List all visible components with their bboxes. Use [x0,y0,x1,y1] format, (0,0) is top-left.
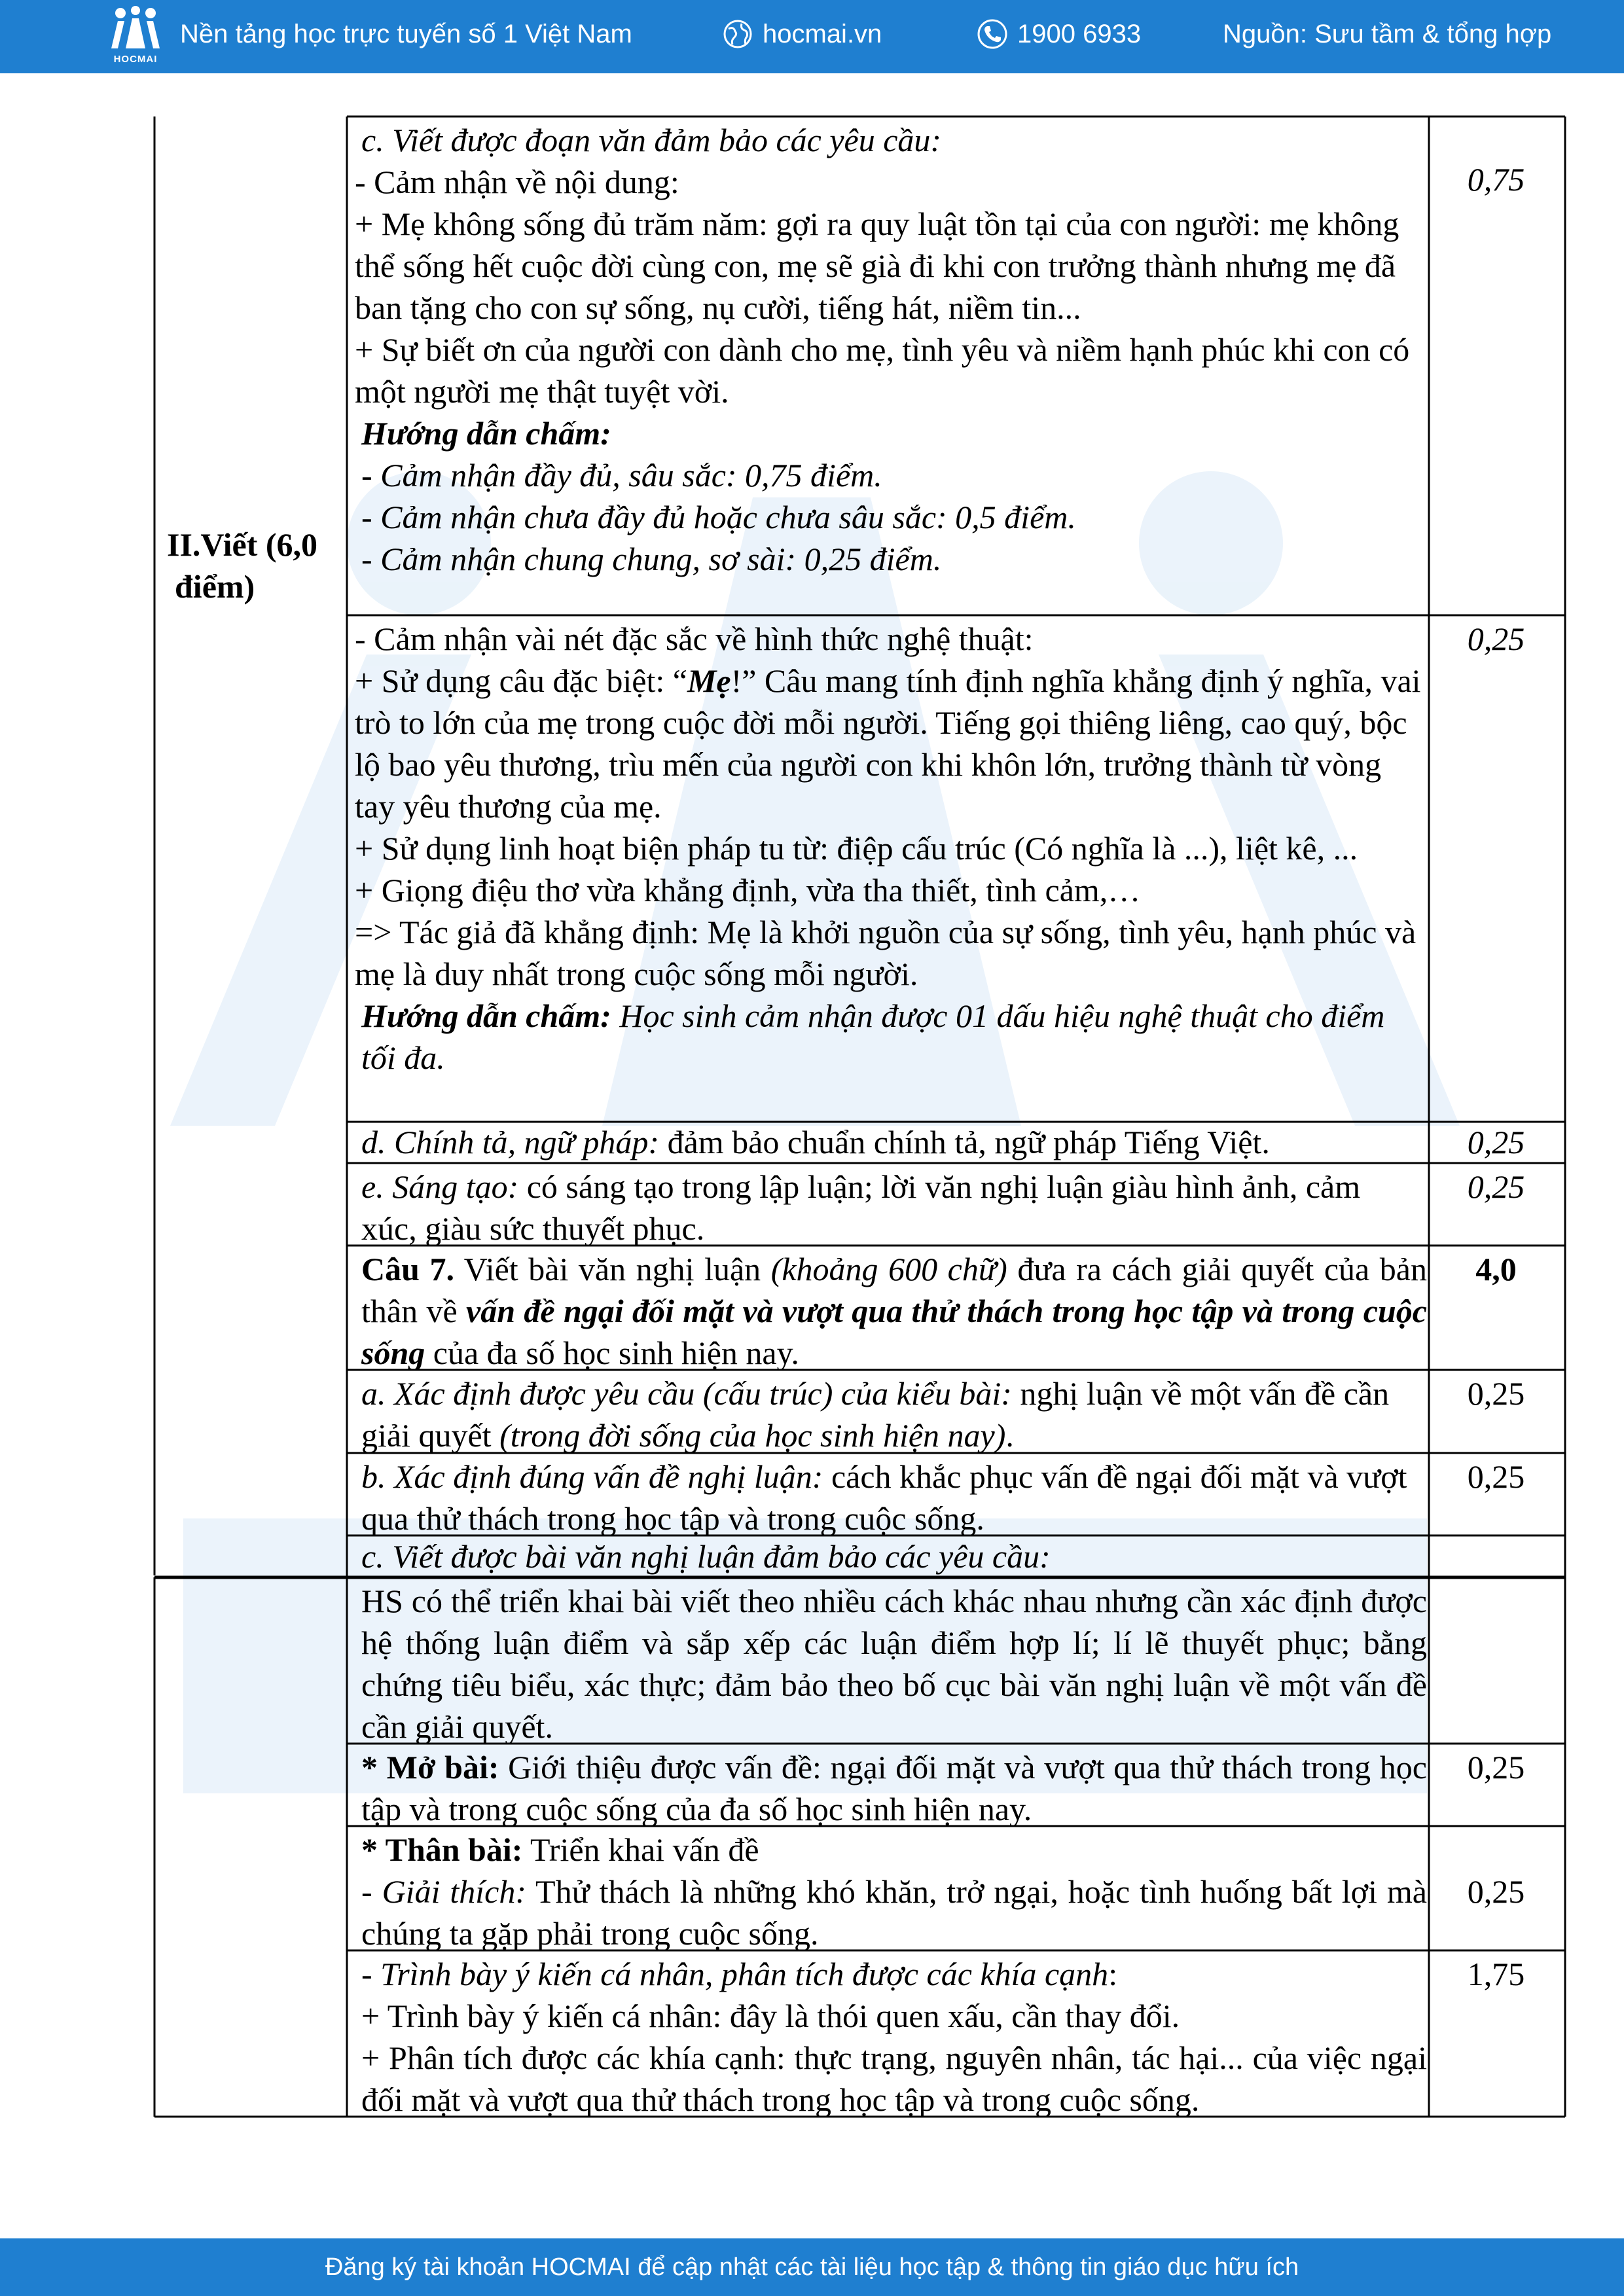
score-art: 0,25 [1467,620,1525,657]
footer-text: Đăng ký tài khoản HOCMAI để cập nhật các tài liệu học tập & thông tin giáo dục hữu ích [325,2253,1299,2281]
score-q7: 4,0 [1475,1251,1517,1287]
q7-label: Câu 7. [361,1251,454,1287]
source-text: Nguồn: Sưu tầm & tổng hợp [1223,19,1552,48]
phone-link[interactable] [977,18,1141,50]
e-label: e. Sáng tạo: [361,1168,519,1205]
mb-label: * Mở bài: [361,1749,499,1785]
tagline [180,18,632,49]
art-guide-text: Học sinh cảm nhận được 01 dấu hiệu nghệ thuật cho điểm tối đa. [361,997,1385,1076]
cell-q7 [361,1248,1427,1374]
score-tr: 1,75 [1467,1956,1525,1992]
cell-a [361,1372,1427,1456]
tagline-text: Nền tảng học trực tuyến số 1 Việt Nam [180,19,632,48]
logo-text: HOCMAI [113,54,158,65]
cell-art [355,618,1422,1079]
a-label: a. Xác định được yêu cầu (cấu trúc) của kiểu bài: [361,1375,1012,1412]
q7-bold: vấn đề ngại đối mặt và vượt qua thử thách trong học tập và trong cuộc sống [361,1293,1427,1371]
q7-text1: Viết bài văn nghị luận [454,1251,771,1287]
tr-label: - Trình bày ý kiến cá nhân, phân tích được các khía cạnh [361,1956,1109,1992]
art-4: => Tác giả đã khẳng định: Mẹ là khởi nguồn của sự sống, tình yêu, hạnh phúc và mẹ là duy nhất trong cuộc sống mỗi người. [355,914,1416,992]
score-tb: 0,25 [1467,1873,1525,1910]
top-banner [0,0,1624,73]
score-mb: 0,25 [1467,1749,1525,1785]
c2-heading: c. Viết được bài văn nghị luận đảm bảo các yêu cầu: [361,1538,1051,1575]
cell-b [361,1456,1427,1539]
section-label-line1: II.Viết (6,0 [167,526,318,563]
a-text: nghị luận về một vấn đề cần giải quyết [361,1375,1390,1454]
phone-icon [977,18,1008,50]
cell-c-paragraph [355,119,1422,580]
gt-label: - Giải thích: [361,1873,527,1910]
tr-2: + Phân tích được các khía cạnh: thực trạng, nguyên nhân, tác hại... của việc ngại đối mặt và vượt qua thử thách trong học tập và trong cuộc sống. [361,2039,1427,2118]
website-text: hocmai.vn [763,19,882,48]
score-d: 0,25 [1467,1124,1525,1160]
tb-label: * Thân bài: [361,1831,523,1868]
q7-italic: (khoảng 600 chữ) [770,1251,1007,1287]
cell-mo-bai [361,1746,1427,1830]
footer-banner[interactable] [0,2238,1624,2296]
guide-2: - Cảm nhận chưa đầy đủ hoặc chưa sâu sắc: 0,5 điểm. [361,499,1076,535]
cell-c2 [361,1535,1427,1577]
hocmai-logo[interactable] [106,5,165,68]
tb-text: Triển khai vấn đề [522,1831,759,1868]
cell-trinh-bay [361,1953,1427,2121]
gt-text: Thử thách là những khó khăn, trở ngại, hoặc tình huống bất lợi mà chúng ta gặp phải trong cuộc sống. [361,1873,1427,1952]
guide-3: - Cảm nhận chung chung, sơ sài: 0,25 điểm. [361,541,942,577]
c-content-title: - Cảm nhận về nội dung: [355,164,679,200]
c-content-2: + Sự biết ơn của người con dành cho mẹ, tình yêu và niềm hạnh phúc khi con có một người mẹ thật tuyệt vời. [355,331,1410,410]
source-note [1223,18,1551,49]
logo-figures-icon [106,5,165,54]
art-3: + Giọng điệu thơ vừa khẳng định, vừa tha thiết, tình cảm,… [355,872,1141,908]
d-text: đảm bảo chuẩn chính tả, ngữ pháp Tiếng Việt. [659,1124,1270,1160]
cell-than-bai [361,1829,1427,1954]
score-e: 0,25 [1467,1168,1525,1205]
section-label [167,524,337,607]
q7-text2: đưa ra cách giải quyết của bản thân về [361,1251,1427,1329]
art-1c: !” Câu mang tính định nghĩa khẳng định ý nghĩa, vai trò to lớn của mẹ trong cuộc đời mỗi người. Tiếng gọi thiêng liêng, cao quý, bộc lộ bao yêu thương, trìu mến của người con khi khôn lớn, trưởng thành từ vòng tay yêu thương của mẹ. [355,662,1421,825]
tr-colon: : [1108,1956,1118,1992]
score-c: 0,75 [1467,161,1525,198]
art-1a: + Sử dụng câu đặc biệt: “ [355,662,687,699]
art-2: + Sử dụng linh hoạt biện pháp tu từ: điệp cấu trúc (Có nghĩa là ...), liệt kê, ... [355,830,1358,867]
score-a: 0,25 [1467,1375,1525,1412]
art-guide [355,995,1422,1079]
c-heading: c. Viết được đoạn văn đảm bảo các yêu cầu: [361,122,942,158]
art-title: - Cảm nhận vài nét đặc sắc về hình thức nghệ thuật: [355,620,1034,657]
section-label-line2: điểm) [175,568,255,605]
cell-d [361,1121,1422,1163]
cell-hs [361,1580,1427,1748]
guide-label: Hướng dẫn chấm: [361,415,611,452]
globe-icon [722,18,753,50]
d-label: d. Chính tả, ngữ pháp: [361,1124,660,1160]
art-1 [355,660,1422,827]
phone-text: 1900 6933 [1017,19,1142,48]
tr-1: + Trình bày ý kiến cá nhân: đây là thói quen xấu, cần thay đổi. [361,1998,1180,2034]
b-text: cách khắc phục vấn đề ngại đối mặt và vượt qua thử thách trong học tập và trong cuộc sống. [361,1458,1407,1537]
b-label: b. Xác định đúng vấn đề nghị luận: [361,1458,823,1495]
art-1b: Mẹ [687,662,731,699]
cell-e [361,1166,1422,1249]
e-text: có sáng tạo trong lập luận; lời văn nghị luận giàu hình ảnh, cảm xúc, giàu sức thuyết phục. [361,1168,1361,1247]
q7-text3: của đa số học sinh hiện nay. [425,1335,799,1371]
hs-text: HS có thể triển khai bài viết theo nhiều cách khác nhau nhưng cần xác định được hệ thống luận điểm và sắp xếp các luận điểm hợp lí; lí lẽ thuyết phục; bằng chứng tiêu biểu, xác thực; đảm bảo theo bố cục bài văn nghị luận về một vấn đề cần giải quyết. [361,1583,1427,1745]
score-b: 0,25 [1467,1458,1525,1495]
a-end: . [1005,1417,1014,1454]
website-link[interactable] [722,18,882,50]
a-italic: (trong đời sống của học sinh hiện nay) [499,1417,1006,1454]
art-guide-label: Hướng dẫn chấm: [361,997,611,1034]
c-content-1: + Mẹ không sống đủ trăm năm: gợi ra quy luật tồn tại của con người: mẹ không thể sống hết cuộc đời cùng con, mẹ sẽ già đi khi con trưởng thành nhưng mẹ đã ban tặng cho con sự sống, nụ cười, tiếng hát, niềm tin... [355,206,1399,326]
mb-text: Giới thiệu được vấn đề: ngại đối mặt và vượt qua thử thách trong học tập và trong cuộc sống của đa số học sinh hiện nay. [361,1749,1427,1827]
guide-1: - Cảm nhận đầy đủ, sâu sắc: 0,75 điểm. [361,457,882,493]
